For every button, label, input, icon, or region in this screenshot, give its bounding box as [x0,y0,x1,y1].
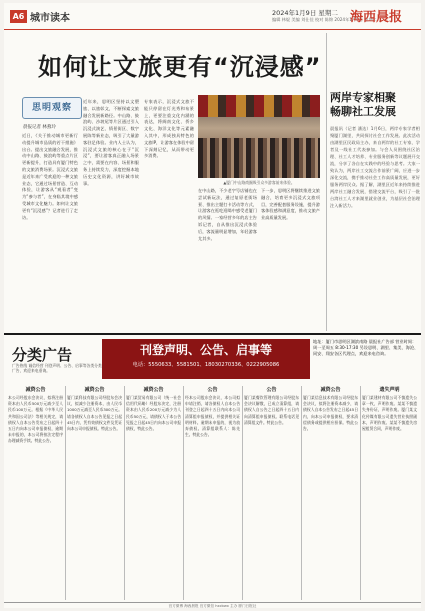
notice-divider [124,386,125,600]
notice-text: 厦门某餐饮管理有限公司经股东会决议解散，已成立清算组，请债权人自公告之日起四十五日内向清算组申报债权。联系电话见清算组文件。特此公告。 [244,395,299,425]
notice-text: 厦门某贸易有限公司（统一社会信用代码略）经股东决定，注册资本由人民币200万元减少为人民币50万元，请债权人于本公告见报之日起45日内向本公司申报债权，特此公告。 [126,395,181,432]
photo-caption: ▲厦门中山路商圈吸引众多游客前来体验。 [223,180,295,185]
notice-title: 公告 [266,387,277,393]
ad-banner-title: 刊登声明、公告、启事等 [139,343,272,357]
notice-title: 遗失声明 [379,387,400,393]
notice-title: 减资公告 [25,387,46,393]
ad-banner-phone: 电话：5550633、5581501、18030270336、0222905086 [132,362,280,368]
article-col-2: 近年来，思明区坚持以文塑旅、以旅彰文，不断探索文旅融合发展新路径。中山路、鼓浪屿、沙坡尾等片区通过引入沉浸式演艺、情景街区、数字展陈等新业态，吸引了大量游客驻足体验。业内人士认为，沉浸式文旅的核心在于“沉浸”，要让游客真正融入场景之中，需要在内容、场景和服务上持续发力，深度挖掘本地历史文化资源，讲好城市故事。 [83,99,139,186]
notice-column [303,386,358,600]
notice-text: 经本公司股东会决议，本公司拟申请注销，请各债权人自本公告刊登之日起四十五日内向本公司清算组申报债权，并提供相关证明材料。逾期未申报的，视为放弃债权。清算组联系人：陈先生。特此公告。 [185,395,240,438]
notice-title: 减资公告 [84,387,105,393]
ad-banner [102,339,310,379]
notice-column [8,386,63,600]
notice-column [67,386,122,600]
article-col-5: 下一步，思明区将继续推进文旅融合，培育更多沉浸式文旅项目，完善配套服务设施，提升游客体验感和满意度，推动文旅产业高质量发展。 [261,188,320,221]
notice-column [244,386,299,600]
notice-divider [242,386,243,600]
page-number-badge: A6 [10,10,27,23]
notice-divider [183,386,184,600]
notice-divider [301,386,302,600]
newspaper-logo: 海西晨报 [350,10,403,25]
article-col-4: 在中山路，不少老字号店铺也在尝试新玩法，通过复原老街场景、推出主题打卡活动等方式，让游客在逛吃逛喝中感受老厦门的风情。一家经营多年的店主告诉记者，自从推出沉浸式体验后，客流量明显增加，年轻游客尤其多。 [198,188,257,241]
classified-ad-band [4,333,421,381]
notice-divider [65,386,66,600]
notice-column [126,386,181,600]
side-column-text: 晨报讯（记者 潘达）1月6日，两岸专家学者相聚厦门湖里，共同探讨社会工作发展。此次活动由湖里区民政局主办，来自两岸的社工专家、学者及一线社工代表参加。与会人员围绕社区治理、社工人才培养、专业服务创新等议题展开交流，分享了各自在实践中的经验与思考。大家一致认为，两岸社工交流合作前景广阔，应进一步深化交流，携手推动社会工作高质量发展，更好服务两岸民众。据了解，湖里区近年来持续推进两岸社工融合发展，搭建交流平台，吸引了一批台湾社工人才来湖里就业创业，为基层社会治理注入新活力。 [330,126,420,208]
notice-column [185,386,240,600]
main-headline: 如何让文旅更有“沉浸感” [38,53,322,81]
column-badge-label: 思明观察 [31,103,72,113]
column-divider [326,33,327,331]
notice-title: 公告 [207,387,218,393]
classified-note: 广告热线 诚信经营 刊登声明、公告、启事等各类分类广告，欢迎来电垂询。 [12,363,102,373]
page-header [4,3,421,30]
notice-title: 减资公告 [143,387,164,393]
byline: 晨报记者 林燕玲 [23,125,56,130]
notice-title: 减资公告 [320,387,341,393]
notice-text: 厦门某信息技术有限公司经股东会决议，拟将注册资本减少，请债权人自本公告发布之日起45日内，向本公司申报债权，要求清偿债务或提供相应担保。特此公告。 [303,395,358,432]
notice-text: 本公司经股东会决议，拟将注册资本由人民币500万元减少至人民币100万元。根据《中华人民共和国公司法》等相关规定，请债权人自本公告发布之日起四十五日内向本公司申报债权，逾期未申报的，本公司将按法定程序办理减资手续。特此公告。 [8,395,63,444]
notice-column [362,386,417,600]
notice-text: 厦门某建材有限公司不慎遗失公章一枚，声明作废。某某不慎遗失身份证，声明作废。厦门某文化传媒有限公司遗失营业执照副本，声明作废。某某不慎遗失房屋租赁合同，声明作废。 [362,395,417,432]
section-title: 城市读本 [30,13,70,24]
editor-line: 编辑 林焜 美编 刘仕佳 校对 陈锦 2024年1月9日 星期二 [272,17,377,22]
side-column [330,33,420,209]
column-badge [22,97,82,119]
classified-title: 分类广告 [12,346,73,364]
page-footer: 官方微博 海西晨报 官方微信 hxcbwx 主办 厦门日报社 [4,602,421,609]
feature-photo [198,95,320,178]
newspaper-page [4,3,421,608]
ad-info: 地址：厦门市思明区湖滨南路 晨报社广告部 营业时间：周一至周五 8:30-17:30 另设思明、湖里、集美、海沧、同安、翔安各区代理点，欢迎来电咨询。 [313,339,419,357]
notice-text: 厦门某科技有限公司经股东会决议，拟减少注册资本，由人民币1000万元减至人民币300万元。请各债权人自本公告见报之日起45日内，凭有效债权文件及凭证向本公司申报债权。特此公告。 [67,395,122,432]
notice-divider [360,386,361,600]
article-col-1: 近日，《关于推动城市更新行动提升城市品质的若干措施》出台。提出文旅融合发展，推动中山路、鼓浪屿等重点片区更新提升，打造具有厦门特色的文旅消费场景。沉浸式文旅是近年来广受欢迎的一种文旅业态，它通过场景营造、互动体验，让游客从“观看者”变为“参与者”，在身临其境中感受城市文化魅力。如何让文旅更有“沉浸感”？记者进行了走访。 [22,133,78,220]
issue-date: 2024年1月9日 星期二 [272,9,338,17]
article-col-3: 专家表示，沉浸式文旅不能只停留在灯光秀和布景上，更要注重文化内涵的表达，将闽南文化、侨乡文化、海洋文化等元素融入其中，形成独具特色的文旅IP，让游客在体验中留下深刻记忆，从而带动更多消费。 [144,99,194,159]
side-column-title: 两岸专家相聚 畅聊社工发展 [330,91,396,118]
